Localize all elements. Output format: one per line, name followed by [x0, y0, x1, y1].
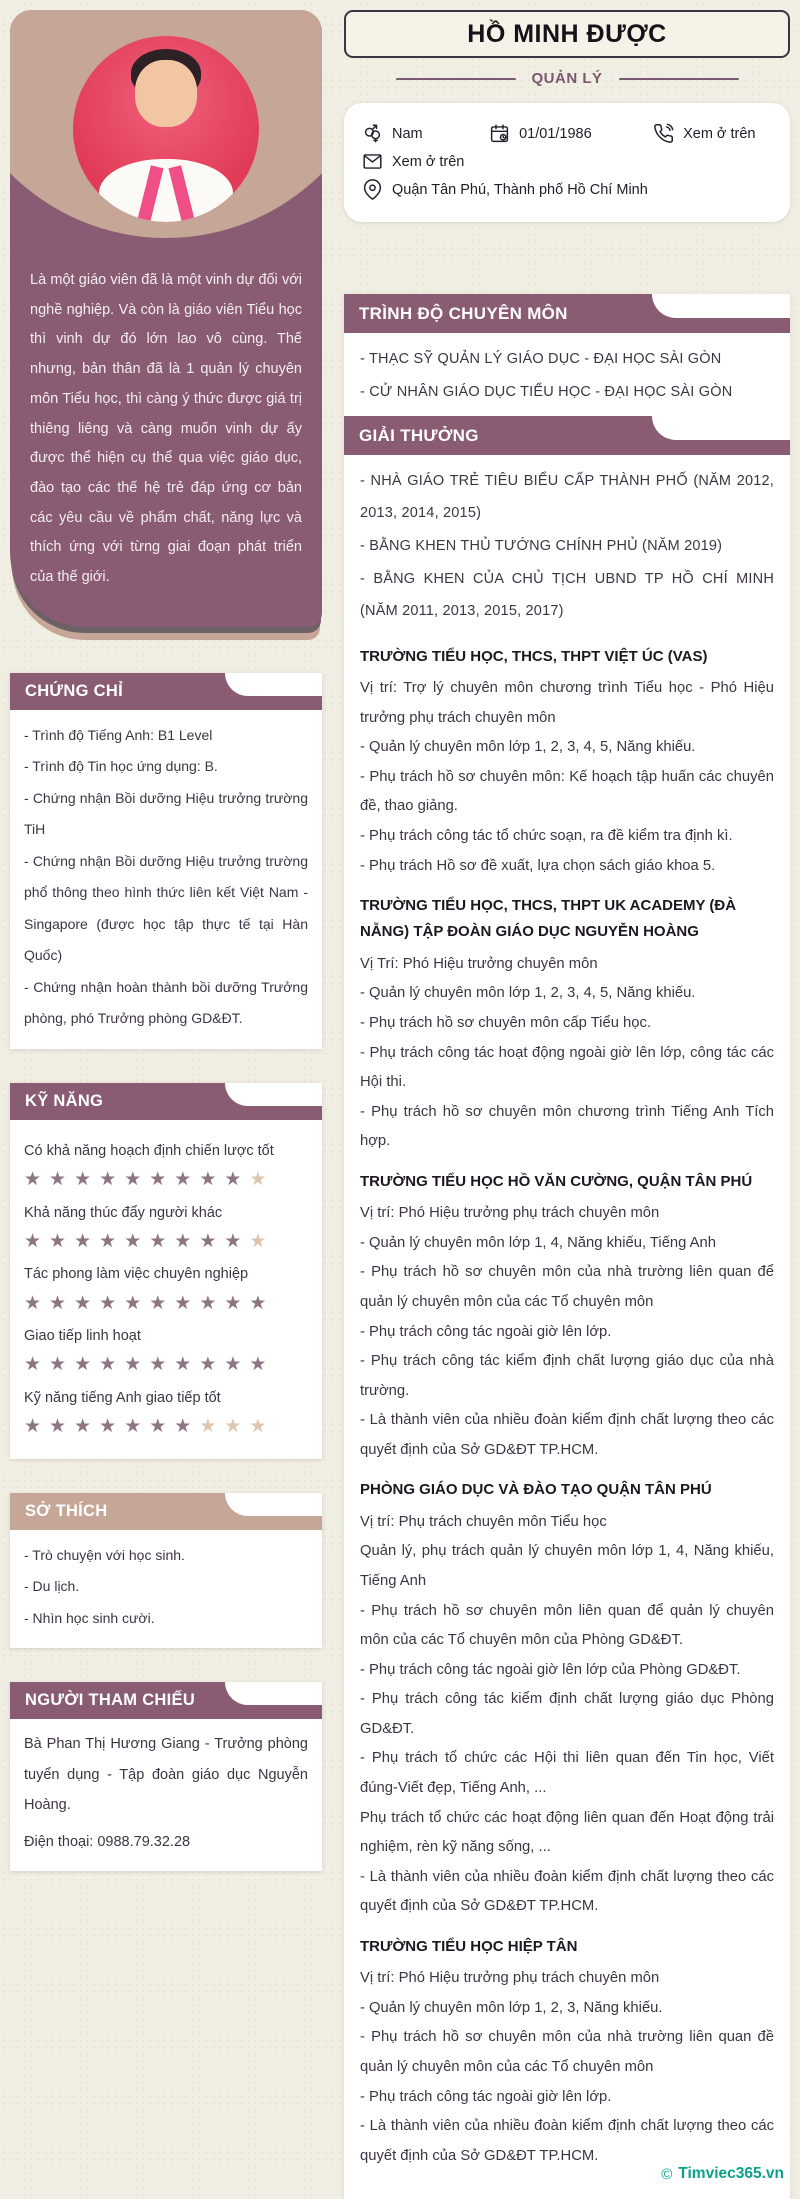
star-filled-icon: ★ [124, 1292, 142, 1314]
star-filled-icon: ★ [149, 1169, 167, 1191]
star-filled-icon: ★ [124, 1169, 142, 1191]
address-value: Quận Tân Phú, Thành phố Hồ Chí Minh [392, 181, 648, 198]
star-filled-icon: ★ [224, 1230, 242, 1252]
certificate-item: - Chứng nhận Bồi dưỡng Hiệu trưởng trường TiH [24, 789, 308, 838]
star-filled-icon: ★ [99, 1230, 117, 1252]
experience-line: - Là thành viên của nhiều đoàn kiểm định chất lượng theo các quyết định của Sở GD&ĐT TP.HCM. [360, 1412, 774, 1458]
skill-item [10, 1325, 322, 1379]
qualification-item: - CỬ NHÂN GIÁO DỤC TIỂU HỌC - ĐẠI HỌC SÀI GÒN [360, 384, 733, 401]
qualifications-title: TRÌNH ĐỘ CHUYÊN MÔN [359, 304, 568, 323]
award-item: - NHÀ GIÁO TRẺ TIÊU BIỂU CẤP THÀNH PHỐ (NĂM 2012, 2013, 2014, 2015) [360, 472, 774, 522]
star-filled-icon: ★ [149, 1230, 167, 1252]
references-title: NGƯỜI THAM CHIẾU [25, 1691, 196, 1710]
experience-lines [360, 1964, 774, 2171]
star-filled-icon: ★ [49, 1416, 67, 1438]
experience-line: - Phụ trách hồ sơ chuyên môn cấp Tiểu học. [360, 1014, 652, 1031]
references-section [10, 1682, 322, 1871]
skill-rating [24, 1167, 308, 1194]
awards-title: GIẢI THƯỞNG [359, 425, 479, 445]
star-filled-icon: ★ [174, 1354, 192, 1376]
star-filled-icon: ★ [199, 1354, 217, 1376]
address-field [362, 179, 648, 200]
contact-card [344, 103, 790, 222]
profile-photo [73, 36, 259, 222]
contact-row-1 [362, 123, 772, 144]
skill-item [10, 1202, 322, 1256]
skill-label: Giao tiếp linh hoạt [24, 1328, 141, 1345]
skill-label: Khả năng thúc đẩy người khác [24, 1204, 223, 1221]
star-filled-icon: ★ [49, 1230, 67, 1252]
award-item: - BẰNG KHEN THỦ TƯỚNG CHÍNH PHỦ (NĂM 2019) [360, 537, 723, 554]
experience-line: Vị trí: Phụ trách chuyên môn Tiểu học [360, 1513, 607, 1530]
star-filled-icon: ★ [99, 1169, 117, 1191]
candidate-name: HỒ MINH ĐƯỢC [467, 19, 667, 48]
awards-header [344, 416, 790, 455]
about-text: Là một giáo viên đã là một vinh dự đối với nghề nghiệp. Và còn là giáo viên Tiểu học thì vinh dự đó lớn lao vô cùng. Thế nhưng, bản thân đã là 1 quản lý chuyên môn Tiểu học, thì càng ý thức được giá trị thiêng liêng và càng muốn vinh dự ấy được thể hiện cụ thể qua việc giáo dục, đào tạo các thế hệ trẻ đáp ứng cơ bản các yêu cầu về phẩm chất, năng lực và thích ứng với từng giai đoạn phát triển của thế giới. [30, 272, 302, 586]
star-filled-icon: ★ [49, 1292, 67, 1314]
company-name: TRƯỜNG TIỂU HỌC HỒ VĂN CƯỜNG, QUẬN TÂN PHÚ [360, 1172, 753, 1190]
star-filled-icon: ★ [174, 1169, 192, 1191]
certificate-item: - Chứng nhận Bồi dưỡng Hiệu trưởng trường phổ thông theo hình thức liên kết Việt Nam - Singapore (được học tập thực tế tại Hàn Quốc) [24, 852, 308, 964]
skill-label: Kỹ năng tiếng Anh giao tiếp tốt [24, 1390, 221, 1407]
main-card [344, 294, 790, 2199]
star-filled-icon: ★ [149, 1416, 167, 1438]
experience-line: - Phụ trách hồ sơ chuyên môn: Kế hoạch tập huấn các chuyên đề, thao giảng. [360, 768, 774, 815]
hobbies-header [10, 1493, 322, 1530]
star-empty-icon: ★ [249, 1416, 267, 1438]
site-credit-label: Timviec365.vn [678, 2165, 784, 2183]
star-filled-icon: ★ [174, 1292, 192, 1314]
star-filled-icon: ★ [124, 1354, 142, 1376]
star-filled-icon: ★ [49, 1169, 67, 1191]
hobbies-section [10, 1493, 322, 1649]
photo-backdrop [10, 10, 322, 238]
certificates-section [10, 673, 322, 1049]
gender-icon [362, 123, 383, 144]
star-filled-icon: ★ [249, 1292, 267, 1314]
star-filled-icon: ★ [124, 1416, 142, 1438]
calendar-icon [489, 123, 510, 144]
experience-line: - Phụ trách công tác ngoài giờ lên lớp của Phòng GD&ĐT. [360, 1661, 741, 1678]
experience-line: Phụ trách tổ chức các hoạt động liên quan đến Hoạt động trải nghiệm, rèn kỹ năng sống, ... [360, 1809, 774, 1856]
star-filled-icon: ★ [24, 1354, 42, 1376]
experience-line: - Phụ trách hồ sơ chuyên môn liên quan để quản lý chuyên môn của các Tổ chuyên môn của Phòng GD&ĐT. [360, 1602, 774, 1649]
star-filled-icon: ★ [199, 1292, 217, 1314]
gender-field [362, 123, 489, 144]
experience-entry [344, 1467, 790, 1924]
subtitle-rule-right [619, 78, 739, 80]
star-filled-icon: ★ [174, 1230, 192, 1252]
experience-line: - Phụ trách Hồ sơ đề xuất, lựa chọn sách giáo khoa 5. [360, 857, 716, 874]
star-empty-icon: ★ [199, 1416, 217, 1438]
certificate-item: - Trình độ Tiếng Anh: B1 Level [24, 726, 213, 743]
company-name: TRƯỜNG TIỂU HỌC, THCS, THPT VIỆT ÚC (VAS) [360, 647, 708, 665]
star-empty-icon: ★ [224, 1416, 242, 1438]
reference-line: Điện thoại: 0988.79.32.28 [24, 1833, 191, 1850]
phone-icon [653, 123, 674, 144]
hobby-item: - Trò chuyện với học sinh. [24, 1546, 185, 1563]
star-empty-icon: ★ [249, 1230, 267, 1252]
star-filled-icon: ★ [224, 1292, 242, 1314]
award-item: - BẰNG KHEN CỦA CHỦ TỊCH UBND TP HỒ CHÍ MINH (NĂM 2011, 2013, 2015, 2017) [360, 570, 774, 620]
star-filled-icon: ★ [74, 1416, 92, 1438]
dob-value: 01/01/1986 [519, 125, 592, 142]
certificate-item: - Chứng nhận hoàn thành bồi dưỡng Trưởng phòng, phó Trưởng phòng GD&ĐT. [24, 978, 308, 1027]
skill-rating [24, 1291, 308, 1318]
phone-value: Xem ở trên [683, 125, 756, 142]
experience-lines [360, 1508, 774, 1922]
star-filled-icon: ★ [149, 1292, 167, 1314]
experience-line: - Là thành viên của nhiều đoàn kiểm định chất lượng theo các quyết định của Sở GD&ĐT TP.HCM. [360, 1868, 774, 1915]
experience-line: - Phụ trách công tác kiểm định chất lượng giáo dục của nhà trường. [360, 1353, 774, 1399]
skill-label: Tác phong làm việc chuyên nghiệp [24, 1266, 249, 1283]
company-name: TRƯỜNG TIỂU HỌC, THCS, THPT UK ACADEMY (ĐÀ NẴNG) TẬP ĐOÀN GIÁO DỤC NGUYỄN HOÀNG [360, 897, 737, 941]
skill-rating [24, 1229, 308, 1256]
map-pin-icon [362, 179, 383, 200]
experience-line: Quản lý, phụ trách quản lý chuyên môn lớp 1, 4, Năng khiếu, Tiếng Anh [360, 1543, 774, 1589]
star-filled-icon: ★ [24, 1169, 42, 1191]
skill-label: Có khả năng hoạch định chiến lược tốt [24, 1142, 274, 1159]
job-title: QUẢN LÝ [531, 70, 603, 87]
experience-line: - Phụ trách tổ chức các Hội thi liên quan đến Tin học, Viết đúng-Viết đẹp, Tiếng Anh, ... [360, 1750, 774, 1797]
star-filled-icon: ★ [124, 1230, 142, 1252]
name-box [344, 10, 790, 58]
skill-item [10, 1120, 322, 1194]
profile-block [10, 10, 322, 627]
experience-line: Vị trí: Phó Hiệu trưởng phụ trách chuyên môn [360, 1205, 660, 1222]
experience-line: Vị trí: Trợ lý chuyên môn chương trình Tiểu học - Phó Hiệu trưởng phụ trách chuyên môn [360, 680, 774, 726]
avatar-shirt [99, 159, 233, 222]
star-filled-icon: ★ [249, 1354, 267, 1376]
experience-line: Vị Trí: Phó Hiệu trưởng chuyên môn [360, 955, 598, 972]
skill-rating [24, 1352, 308, 1379]
star-filled-icon: ★ [99, 1416, 117, 1438]
mail-icon [362, 151, 383, 172]
star-filled-icon: ★ [74, 1169, 92, 1191]
gender-value: Nam [392, 125, 423, 142]
reference-line: Bà Phan Thị Hương Giang - Trưởng phòng tuyển dụng - Tập đoàn giáo dục Nguyễn Hoàng. [24, 1736, 308, 1814]
star-filled-icon: ★ [224, 1354, 242, 1376]
experience-line: - Phụ trách công tác ngoài giờ lên lớp. [360, 1323, 612, 1340]
experience-line: Vị trí: Phó Hiệu trưởng phụ trách chuyên môn [360, 1970, 660, 1987]
experience-line: - Phụ trách hồ sơ chuyên môn của nhà trường liên quan đề quản lý chuyên môn của các Tổ chuyên môn [360, 2029, 774, 2076]
qualification-item: - THẠC SỸ QUẢN LÝ GIÁO DỤC - ĐẠI HỌC SÀI GÒN [360, 351, 722, 367]
star-filled-icon: ★ [149, 1354, 167, 1376]
phone-field [653, 123, 755, 144]
references-body [10, 1719, 322, 1871]
contact-row-3 [362, 179, 772, 200]
certificates-title: CHỨNG CHỈ [25, 681, 123, 700]
hobbies-title: SỞ THÍCH [25, 1501, 108, 1520]
hobby-item: - Du lịch. [24, 1578, 80, 1595]
experience-line: - Phụ trách công tác hoạt động ngoài giờ lên lớp, công tác các Hội thi. [360, 1044, 774, 1091]
experience-line: - Phụ trách hồ sơ chuyên môn của nhà trường liên quan để quản lý chuyên môn của các Tổ chuyên môn [360, 1264, 774, 1310]
sidebar [10, 10, 322, 1905]
site-credit[interactable] [661, 2165, 784, 2183]
experience-line: - Phụ trách công tác kiểm định chất lượng giáo dục Phòng GD&ĐT. [360, 1691, 774, 1737]
experience-line: - Phụ trách hồ sơ chuyên môn chương trình Tiếng Anh Tích hợp. [360, 1103, 774, 1150]
star-filled-icon: ★ [199, 1169, 217, 1191]
experience-entry [344, 1924, 790, 2173]
experience-line: - Quản lý chuyên môn lớp 1, 2, 3, 4, 5, Năng khiếu. [360, 739, 696, 756]
experience-lines [360, 674, 774, 881]
certificates-list [10, 710, 322, 1049]
skills-title: KỸ NĂNG [25, 1091, 104, 1110]
experience-line: - Quản lý chuyên môn lớp 1, 2, 3, 4, 5, Năng khiếu. [360, 985, 696, 1002]
star-filled-icon: ★ [224, 1169, 242, 1191]
hobby-item: - Nhìn học sinh cười. [24, 1609, 155, 1626]
references-header [10, 1682, 322, 1719]
job-title-row [344, 70, 790, 87]
company-name: TRƯỜNG TIỂU HỌC HIỆP TÂN [360, 1938, 578, 1956]
experience-lines [360, 950, 774, 1157]
experience-line: - Quản lý chuyên môn lớp 1, 4, Năng khiếu, Tiếng Anh [360, 1234, 716, 1251]
experience-entry [344, 1159, 790, 1468]
experience-line: - Quản lý chuyên môn lớp 1, 2, 3, Năng khiếu. [360, 1999, 663, 2016]
copyright-icon: © [661, 2165, 673, 2183]
dob-field [489, 123, 653, 144]
hobbies-list [10, 1530, 322, 1649]
star-filled-icon: ★ [99, 1292, 117, 1314]
skill-rating [24, 1414, 308, 1441]
qualifications-list [344, 333, 790, 416]
qualifications-header [344, 294, 790, 333]
star-filled-icon: ★ [24, 1292, 42, 1314]
star-filled-icon: ★ [74, 1354, 92, 1376]
star-filled-icon: ★ [24, 1230, 42, 1252]
experience-entry [344, 883, 790, 1159]
skill-item [10, 1263, 322, 1317]
contact-row-2 [362, 151, 772, 172]
main-column [344, 10, 790, 2199]
star-filled-icon: ★ [199, 1230, 217, 1252]
experience-entry [344, 634, 790, 883]
skills-section [10, 1083, 322, 1459]
certificate-item: - Trình độ Tin học ứng dụng: B. [24, 758, 218, 775]
star-filled-icon: ★ [24, 1416, 42, 1438]
avatar-face [135, 60, 196, 127]
experience-lines [360, 1199, 774, 1465]
star-filled-icon: ★ [74, 1292, 92, 1314]
skills-header [10, 1083, 322, 1120]
star-empty-icon: ★ [249, 1169, 267, 1191]
certificates-header [10, 673, 322, 710]
awards-list [344, 455, 790, 634]
subtitle-rule-left [396, 78, 516, 80]
star-filled-icon: ★ [174, 1416, 192, 1438]
star-filled-icon: ★ [49, 1354, 67, 1376]
experience-line: - Phụ trách công tác tổ chức soạn, ra đề kiểm tra định kì. [360, 828, 733, 845]
company-name: PHÒNG GIÁO DỤC VÀ ĐÀO TẠO QUẬN TÂN PHÚ [360, 1481, 712, 1499]
experience-line: - Phụ trách công tác ngoài giờ lên lớp. [360, 2088, 612, 2105]
email-field [362, 151, 464, 172]
email-value: Xem ở trên [392, 153, 465, 170]
star-filled-icon: ★ [99, 1354, 117, 1376]
skill-item [10, 1387, 322, 1441]
star-filled-icon: ★ [74, 1230, 92, 1252]
experience-line: - Là thành viên của nhiều đoàn kiểm định chất lượng theo các quyết định của Sở GD&ĐT TP.HCM. [360, 2118, 774, 2164]
